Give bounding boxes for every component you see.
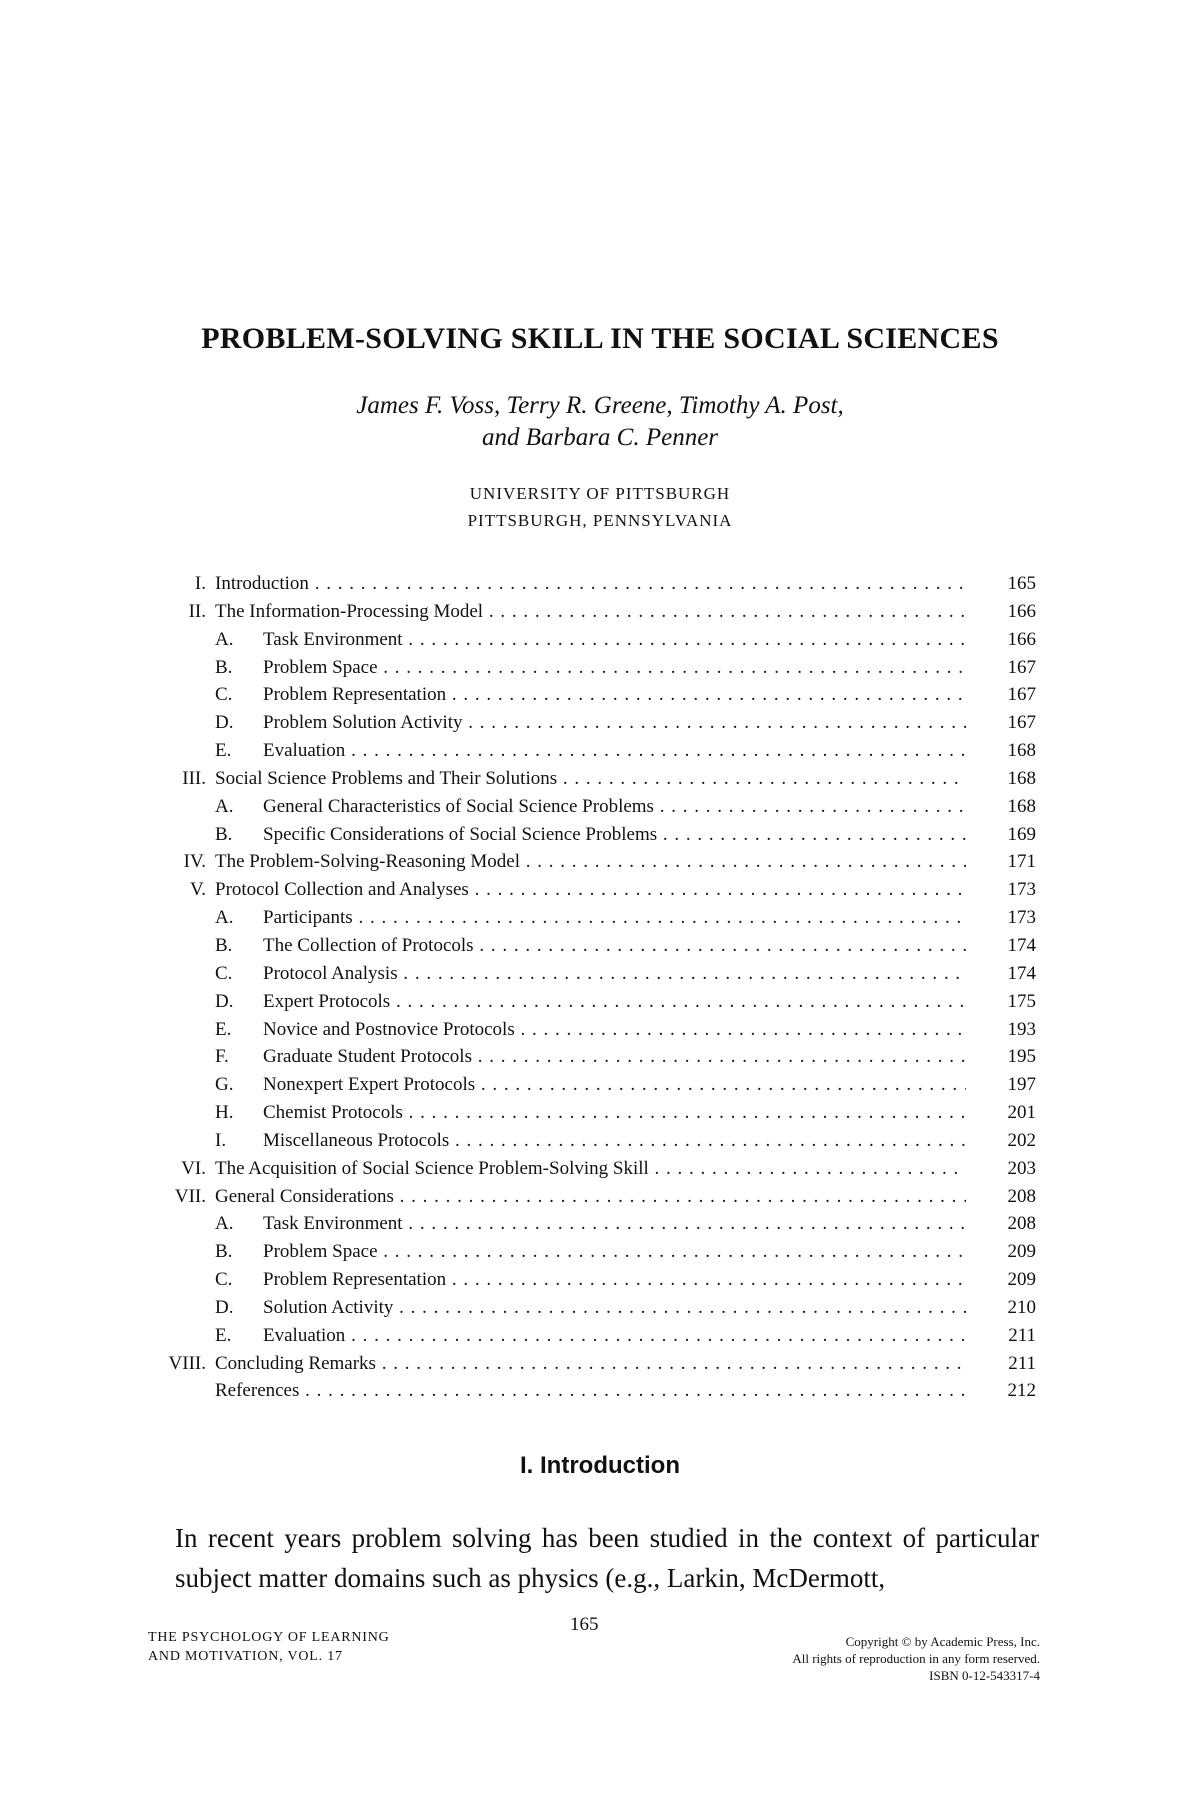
toc-subsection-letter: D. [215, 712, 234, 734]
toc-page-number: 169 [1007, 823, 1036, 845]
toc-subsection-letter: G. [215, 1074, 234, 1096]
toc-subsection-letter: I. [215, 1129, 227, 1151]
toc-entry-title: General Characteristics of Social Science Problems . . . [263, 793, 966, 821]
toc-subsection-letter: E. [215, 1018, 232, 1040]
toc-entry-title: Protocol Collection and Analyses . . . [215, 876, 966, 904]
toc-entry [150, 988, 1036, 1016]
toc-section-number: I. [194, 573, 206, 594]
toc-subsection-letter: C. [215, 684, 233, 706]
toc-entry [150, 876, 1036, 904]
toc-section-number: IV. [183, 851, 206, 873]
toc-page-number: 203 [1007, 1157, 1036, 1179]
copyright-line-2: All rights of reproduction in any form reserved. [792, 1651, 1040, 1666]
toc-page-number: 210 [1007, 1296, 1036, 1318]
toc-entry-title: Concluding Remarks . . . [215, 1350, 966, 1378]
toc-entry-title: Participants . . . [263, 904, 966, 932]
toc-section-number: II. [188, 600, 206, 622]
toc-page-number: 197 [1007, 1074, 1036, 1096]
toc-entry [150, 1238, 1036, 1266]
toc-entry [150, 570, 1036, 598]
toc-subsection-letter: B. [215, 656, 233, 678]
toc-entry-title: Problem Representation . . . [263, 681, 966, 709]
toc-entry [150, 681, 1036, 709]
toc-subsection-letter: F. [215, 1046, 229, 1068]
toc-entry-title: Graduate Student Protocols . . . [263, 1043, 966, 1071]
affiliation-line-1: UNIVERSITY OF PITTSBURGH [469, 484, 731, 503]
affiliation-line-2: PITTSBURGH, PENNSYLVANIA [467, 511, 733, 530]
toc-entry [150, 709, 1036, 737]
toc-entry [150, 1183, 1036, 1211]
toc-entry [150, 737, 1036, 765]
toc-entry [150, 1071, 1036, 1099]
toc-page-number: 174 [1007, 934, 1036, 956]
toc-page-number: 167 [1007, 656, 1036, 678]
copyright-notice [792, 1633, 1040, 1684]
toc-page-number: 202 [1007, 1129, 1036, 1151]
toc-entry-title: Task Environment . . . [263, 626, 966, 654]
toc-section-number: VII. [174, 1185, 206, 1207]
toc-entry-title: Problem Solution Activity . . . [263, 709, 966, 737]
toc-entry [150, 932, 1036, 960]
toc-subsection-letter: A. [215, 907, 234, 929]
toc-section-number: III. [182, 767, 206, 789]
toc-subsection-letter: E. [215, 1324, 232, 1346]
toc-entry [150, 626, 1036, 654]
toc-entry-title: The Collection of Protocols . . . [263, 932, 966, 960]
toc-page-number: 168 [1007, 795, 1036, 817]
toc-entry [150, 1377, 1036, 1405]
isbn-line: ISBN 0-12-543317-4 [929, 1668, 1040, 1683]
paper-title: PROBLEM-SOLVING SKILL IN THE SOCIAL SCIENCES [201, 322, 999, 355]
affiliation [0, 480, 1200, 534]
toc-entry-title: Chemist Protocols . . . [263, 1099, 966, 1127]
toc-page-number: 195 [1007, 1046, 1036, 1068]
toc-subsection-letter: D. [215, 1296, 234, 1318]
toc-entry-title: Miscellaneous Protocols . . . [263, 1127, 966, 1155]
table-of-contents [150, 570, 1036, 1405]
toc-page-number: 209 [1007, 1269, 1036, 1291]
toc-entry [150, 793, 1036, 821]
toc-page-number: 173 [1007, 907, 1036, 929]
toc-page-number: 166 [1007, 628, 1036, 650]
copyright-line-1: Copyright © by Academic Press, Inc. [845, 1634, 1040, 1649]
toc-entry-title: Novice and Postnovice Protocols . . . [263, 1016, 966, 1044]
toc-entry [150, 1322, 1036, 1350]
author-line-1: James F. Voss, Terry R. Greene, Timothy A. Post, [356, 392, 844, 419]
toc-entry-title: Task Environment . . . [263, 1210, 966, 1238]
toc-page-number: 209 [1007, 1241, 1036, 1263]
toc-entry-title: The Information-Processing Model . . . [215, 598, 966, 626]
toc-entry-title: Social Science Problems and Their Solutions . . . [215, 765, 966, 793]
toc-entry [150, 654, 1036, 682]
toc-entry [150, 1099, 1036, 1127]
toc-page-number: 166 [1007, 600, 1036, 622]
toc-subsection-letter: H. [215, 1102, 234, 1124]
toc-page-number: 171 [1007, 851, 1036, 873]
toc-subsection-letter: B. [215, 1241, 233, 1263]
toc-entry [150, 1294, 1036, 1322]
toc-entry-title: Problem Space . . . [263, 654, 966, 682]
toc-entry-title: Problem Representation . . . [263, 1266, 966, 1294]
toc-subsection-letter: B. [215, 823, 233, 845]
toc-entry [150, 848, 1036, 876]
toc-page-number: 167 [1007, 684, 1036, 706]
toc-page-number: 173 [1007, 879, 1036, 901]
toc-entry [150, 960, 1036, 988]
toc-entry [150, 1350, 1036, 1378]
toc-page-number: 201 [1007, 1102, 1036, 1124]
toc-page-number: 212 [1007, 1380, 1036, 1402]
toc-entry [150, 1266, 1036, 1294]
toc-entry-title: Nonexpert Expert Protocols . . . [263, 1071, 966, 1099]
toc-entry [150, 598, 1036, 626]
toc-page-number: 211 [1008, 1324, 1036, 1346]
toc-entry-title: Protocol Analysis . . . [263, 960, 966, 988]
section-heading-introduction: I. Introduction [520, 1452, 680, 1479]
toc-entry [150, 1016, 1036, 1044]
toc-entry-title: Evaluation . . . [263, 1322, 966, 1350]
toc-subsection-letter: D. [215, 990, 234, 1012]
toc-entry-title: Introduction . . . [215, 570, 966, 598]
author-list [0, 390, 1200, 454]
toc-page-number: 175 [1007, 990, 1036, 1012]
toc-entry [150, 765, 1036, 793]
toc-entry-title: Specific Considerations of Social Science Problems . . . [263, 821, 966, 849]
toc-page-number: 208 [1007, 1185, 1036, 1207]
toc-subsection-letter: A. [215, 628, 234, 650]
toc-entry-title: References . . . [215, 1377, 966, 1405]
journal-info [148, 1628, 390, 1666]
page-number: 165 [570, 1614, 599, 1635]
toc-entry-title: Evaluation . . . [263, 737, 966, 765]
toc-entry-title: Solution Activity . . . [263, 1294, 966, 1322]
toc-page-number: 168 [1007, 740, 1036, 762]
toc-page-number: 165 [1007, 573, 1036, 594]
toc-entry-title: Expert Protocols . . . [263, 988, 966, 1016]
toc-entry-title: General Considerations . . . [215, 1183, 966, 1211]
journal-line-1: THE PSYCHOLOGY OF LEARNING [148, 1630, 390, 1645]
toc-subsection-letter: A. [215, 795, 234, 817]
toc-page-number: 193 [1007, 1018, 1036, 1040]
toc-subsection-letter: E. [215, 740, 232, 762]
toc-entry [150, 1127, 1036, 1155]
toc-page-number: 167 [1007, 712, 1036, 734]
toc-entry [150, 1210, 1036, 1238]
toc-entry [150, 821, 1036, 849]
toc-page-number: 174 [1007, 962, 1036, 984]
toc-subsection-letter: A. [215, 1213, 234, 1235]
journal-line-2: AND MOTIVATION, VOL. 17 [148, 1649, 343, 1664]
body-paragraph: In recent years problem solving has been studied in the context of particular subject matter domains such as physics (e.g., Larkin, McDermott, [175, 1523, 1039, 1593]
toc-page-number: 168 [1007, 767, 1036, 789]
author-line-2: and Barbara C. Penner [481, 424, 719, 451]
toc-subsection-letter: C. [215, 962, 233, 984]
toc-page-number: 208 [1007, 1213, 1036, 1235]
toc-subsection-letter: B. [215, 934, 233, 956]
toc-subsection-letter: C. [215, 1269, 233, 1291]
toc-section-number: V. [189, 879, 206, 901]
toc-entry [150, 904, 1036, 932]
toc-section-number: VIII. [168, 1352, 206, 1374]
toc-entry-title: The Acquisition of Social Science Problem-Solving Skill . . . [215, 1155, 966, 1183]
toc-entry-title: Problem Space . . . [263, 1238, 966, 1266]
toc-section-number: VI. [181, 1157, 206, 1179]
toc-page-number: 211 [1008, 1352, 1036, 1374]
toc-entry-title: The Problem-Solving-Reasoning Model . . . [215, 848, 966, 876]
toc-entry [150, 1155, 1036, 1183]
toc-entry [150, 1043, 1036, 1071]
